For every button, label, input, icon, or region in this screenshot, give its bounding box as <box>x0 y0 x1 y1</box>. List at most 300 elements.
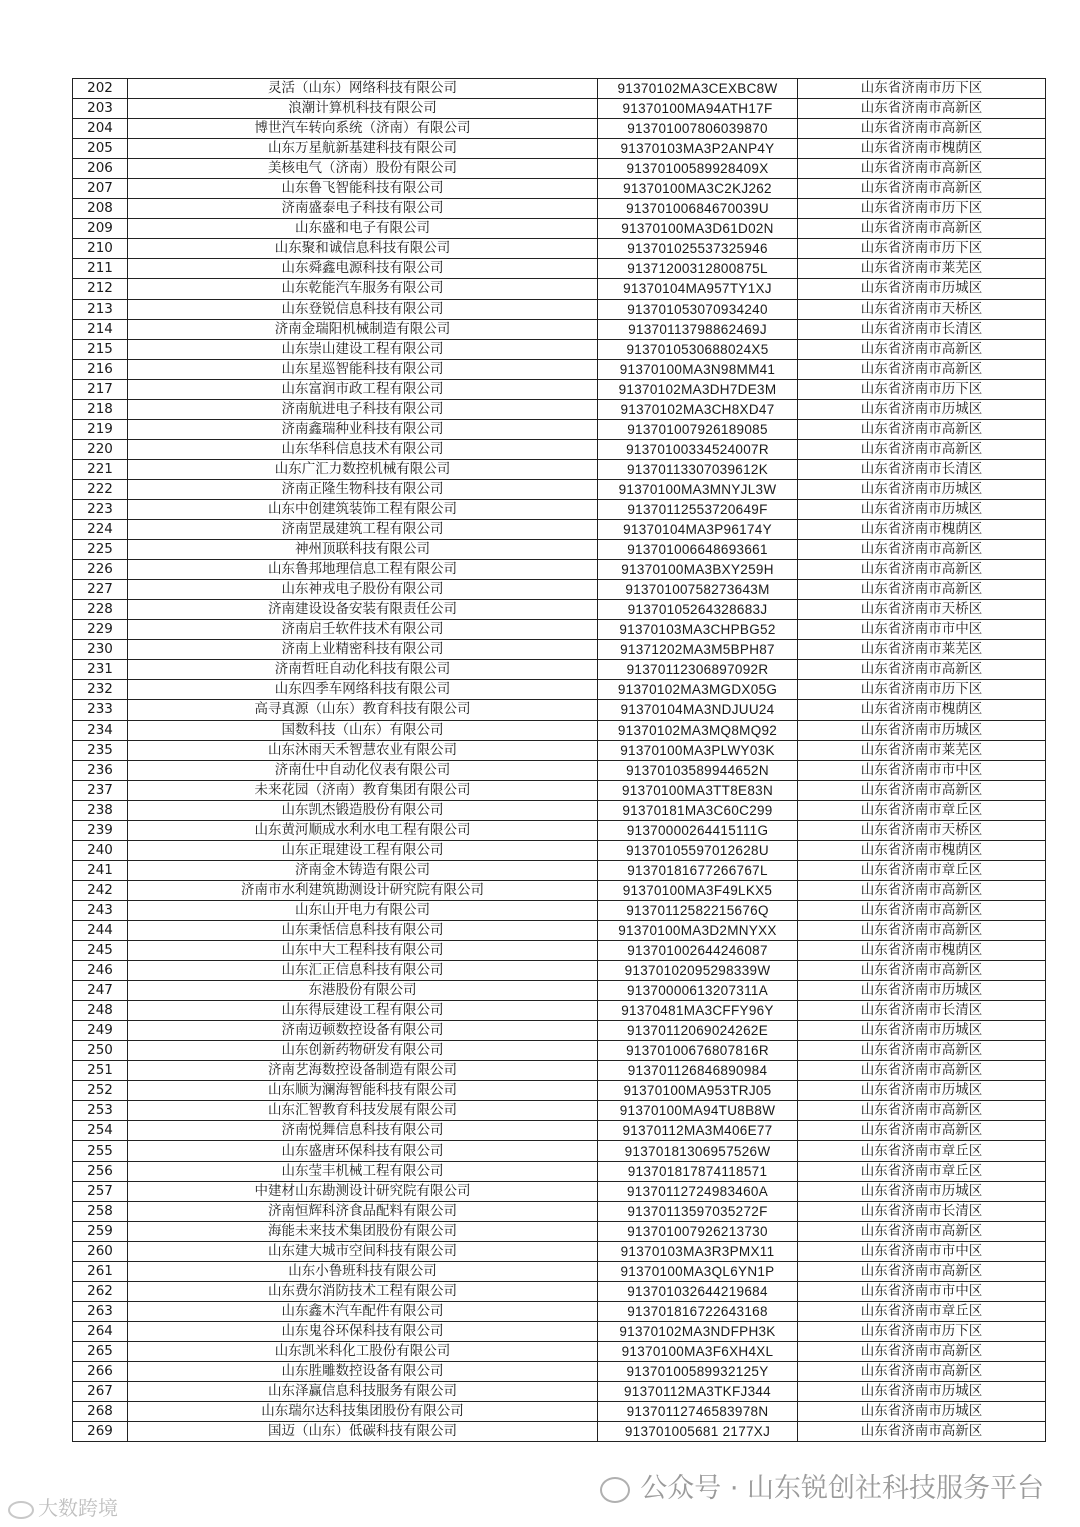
region: 山东省济南市高新区 <box>798 1341 1046 1361</box>
row-number: 208 <box>73 199 128 219</box>
region: 山东省济南市高新区 <box>798 660 1046 680</box>
table-row <box>73 159 1046 179</box>
row-number: 226 <box>73 560 128 580</box>
row-number: 244 <box>73 920 128 940</box>
company-name: 山东费尔消防技术工程有限公司 <box>128 1281 598 1301</box>
company-name: 济南航进电子科技有限公司 <box>128 399 598 419</box>
table-row <box>73 1201 1046 1221</box>
logo-ring-icon <box>8 1501 34 1519</box>
company-name: 山东登锐信息科技有限公司 <box>128 299 598 319</box>
company-name: 神州顶联科技有限公司 <box>128 540 598 560</box>
row-number: 265 <box>73 1341 128 1361</box>
company-name: 山东崇山建设工程有限公司 <box>128 339 598 359</box>
row-number: 240 <box>73 840 128 860</box>
company-name: 高寻真源（山东）教育科技有限公司 <box>128 700 598 720</box>
company-name: 济南哲旺自动化科技有限公司 <box>128 660 598 680</box>
table-row <box>73 760 1046 780</box>
credit-code: 91370104MA3NDJUU24 <box>598 700 798 720</box>
region: 山东省济南市槐荫区 <box>798 520 1046 540</box>
company-name: 山东盛唐环保科技有限公司 <box>128 1141 598 1161</box>
credit-code: 91370100MA94ATH17F <box>598 99 798 119</box>
row-number: 242 <box>73 880 128 900</box>
credit-code: 91370113307039612K <box>598 459 798 479</box>
credit-code: 913701002644246087 <box>598 941 798 961</box>
credit-code: 913701007926189085 <box>598 419 798 439</box>
table-row <box>73 900 1046 920</box>
row-number: 236 <box>73 760 128 780</box>
credit-code: 91370112582215676Q <box>598 900 798 920</box>
company-name: 济南迈顿数控设备有限公司 <box>128 1021 598 1041</box>
row-number: 266 <box>73 1362 128 1382</box>
watermark-left <box>8 1492 118 1521</box>
credit-code: 91370100MA3D61D02N <box>598 219 798 239</box>
table-row <box>73 219 1046 239</box>
row-number: 211 <box>73 259 128 279</box>
table-row <box>73 1021 1046 1041</box>
region: 山东省济南市高新区 <box>798 961 1046 981</box>
row-number: 258 <box>73 1201 128 1221</box>
table-row <box>73 840 1046 860</box>
credit-code: 91370112553720649F <box>598 499 798 519</box>
region: 山东省济南市高新区 <box>798 1362 1046 1382</box>
credit-code: 91370112306897092R <box>598 660 798 680</box>
table-row <box>73 1101 1046 1121</box>
region: 山东省济南市高新区 <box>798 900 1046 920</box>
table-row <box>73 179 1046 199</box>
table-row <box>73 860 1046 880</box>
row-number: 269 <box>73 1422 128 1442</box>
company-name: 山东沐雨天禾智慧农业有限公司 <box>128 740 598 760</box>
row-number: 210 <box>73 239 128 259</box>
table-row <box>73 79 1046 99</box>
credit-code: 91370100MA3D2MNYXX <box>598 920 798 940</box>
company-name: 山东聚和诚信息科技有限公司 <box>128 239 598 259</box>
region: 山东省济南市章丘区 <box>798 860 1046 880</box>
credit-code: 91370000264415111G <box>598 820 798 840</box>
company-name: 山东得辰建设工程有限公司 <box>128 1001 598 1021</box>
credit-code: 91370102MA3MQ8MQ92 <box>598 720 798 740</box>
company-name: 山东莹丰机械工程有限公司 <box>128 1161 598 1181</box>
region: 山东省济南市高新区 <box>798 1261 1046 1281</box>
credit-code: 91370102MA3CEXBC8W <box>598 79 798 99</box>
table-row <box>73 239 1046 259</box>
table-row <box>73 419 1046 439</box>
table-row <box>73 981 1046 1001</box>
credit-code: 91370100MA3BXY259H <box>598 560 798 580</box>
region: 山东省济南市莱芜区 <box>798 259 1046 279</box>
region: 山东省济南市天桥区 <box>798 600 1046 620</box>
company-name: 济南艺海数控设备制造有限公司 <box>128 1061 598 1081</box>
region: 山东省济南市历城区 <box>798 479 1046 499</box>
row-number: 229 <box>73 620 128 640</box>
region: 山东省济南市高新区 <box>798 780 1046 800</box>
company-name: 济南恒辉科济食品配料有限公司 <box>128 1201 598 1221</box>
watermark-left-text: 大数跨境 <box>38 1496 118 1520</box>
region: 山东省济南市莱芜区 <box>798 740 1046 760</box>
row-number: 202 <box>73 79 128 99</box>
region: 山东省济南市高新区 <box>798 560 1046 580</box>
region: 山东省济南市市中区 <box>798 1241 1046 1261</box>
company-name: 济南正隆生物科技有限公司 <box>128 479 598 499</box>
row-number: 239 <box>73 820 128 840</box>
company-name: 山东神戎电子股份有限公司 <box>128 580 598 600</box>
table-row <box>73 720 1046 740</box>
table-row <box>73 961 1046 981</box>
row-number: 262 <box>73 1281 128 1301</box>
credit-code: 91370113597035272F <box>598 1201 798 1221</box>
region: 山东省济南市高新区 <box>798 920 1046 940</box>
row-number: 245 <box>73 941 128 961</box>
table-row <box>73 459 1046 479</box>
company-name: 济南鑫瑞种业科技有限公司 <box>128 419 598 439</box>
row-number: 230 <box>73 640 128 660</box>
row-number: 234 <box>73 720 128 740</box>
company-name: 济南悦舞信息科技有限公司 <box>128 1121 598 1141</box>
row-number: 251 <box>73 1061 128 1081</box>
row-number: 205 <box>73 139 128 159</box>
company-name: 未来花园（济南）教育集团有限公司 <box>128 780 598 800</box>
region: 山东省济南市槐荫区 <box>798 700 1046 720</box>
company-name: 山东小鲁班科技有限公司 <box>128 1261 598 1281</box>
row-number: 228 <box>73 600 128 620</box>
table-row <box>73 560 1046 580</box>
credit-code: 91370100MA3N98MM41 <box>598 359 798 379</box>
region: 山东省济南市高新区 <box>798 439 1046 459</box>
table-row <box>73 1362 1046 1382</box>
company-name: 山东鑫木汽车配件有限公司 <box>128 1301 598 1321</box>
region: 山东省济南市高新区 <box>798 339 1046 359</box>
row-number: 224 <box>73 520 128 540</box>
table-row <box>73 1041 1046 1061</box>
row-number: 212 <box>73 279 128 299</box>
row-number: 247 <box>73 981 128 1001</box>
region: 山东省济南市长清区 <box>798 319 1046 339</box>
region: 山东省济南市历下区 <box>798 199 1046 219</box>
table-row <box>73 379 1046 399</box>
footer-watermarks <box>0 1462 1080 1527</box>
row-number: 260 <box>73 1241 128 1261</box>
row-number: 250 <box>73 1041 128 1061</box>
table-row <box>73 1241 1046 1261</box>
table-row <box>73 1261 1046 1281</box>
region: 山东省济南市高新区 <box>798 1121 1046 1141</box>
row-number: 223 <box>73 499 128 519</box>
company-name: 山东中大工程科技有限公司 <box>128 941 598 961</box>
company-name: 济南盛泰电子科技有限公司 <box>128 199 598 219</box>
row-number: 246 <box>73 961 128 981</box>
row-number: 264 <box>73 1321 128 1341</box>
table-row <box>73 1001 1046 1021</box>
table-row <box>73 499 1046 519</box>
credit-code: 91370112MA3TKFJ344 <box>598 1382 798 1402</box>
row-number: 227 <box>73 580 128 600</box>
company-name: 山东顺为澜海智能科技有限公司 <box>128 1081 598 1101</box>
region: 山东省济南市高新区 <box>798 359 1046 379</box>
region: 山东省济南市历下区 <box>798 79 1046 99</box>
company-name: 济南金木铸造有限公司 <box>128 860 598 880</box>
table-row <box>73 139 1046 159</box>
row-number: 218 <box>73 399 128 419</box>
row-number: 213 <box>73 299 128 319</box>
region: 山东省济南市高新区 <box>798 419 1046 439</box>
company-name: 山东华科信息技术有限公司 <box>128 439 598 459</box>
region: 山东省济南市槐荫区 <box>798 941 1046 961</box>
credit-code: 91370102MA3NDFPH3K <box>598 1321 798 1341</box>
row-number: 203 <box>73 99 128 119</box>
company-name: 济南上业精密科技有限公司 <box>128 640 598 660</box>
region: 山东省济南市历城区 <box>798 279 1046 299</box>
region: 山东省济南市市中区 <box>798 620 1046 640</box>
company-table-body <box>73 79 1046 1442</box>
region: 山东省济南市章丘区 <box>798 1141 1046 1161</box>
company-name: 济南仕中自动化仪表有限公司 <box>128 760 598 780</box>
credit-code: 91370100MA3F49LKX5 <box>598 880 798 900</box>
region: 山东省济南市历城区 <box>798 1181 1046 1201</box>
table-row <box>73 319 1046 339</box>
row-number: 261 <box>73 1261 128 1281</box>
table-row <box>73 520 1046 540</box>
company-name: 山东万星航新基建科技有限公司 <box>128 139 598 159</box>
company-name: 山东鬼谷环保科技有限公司 <box>128 1321 598 1341</box>
row-number: 233 <box>73 700 128 720</box>
credit-code: 91370112746583978N <box>598 1402 798 1422</box>
credit-code: 913701007806039870 <box>598 119 798 139</box>
table-row <box>73 540 1046 560</box>
table-row <box>73 1281 1046 1301</box>
table-row <box>73 1121 1046 1141</box>
credit-code: 9137010530688024X5 <box>598 339 798 359</box>
row-number: 248 <box>73 1001 128 1021</box>
region: 山东省济南市高新区 <box>798 1422 1046 1442</box>
region: 山东省济南市历城区 <box>798 1081 1046 1101</box>
credit-code: 91370102095298339W <box>598 961 798 981</box>
credit-code: 91370104MA957TY1XJ <box>598 279 798 299</box>
region: 山东省济南市章丘区 <box>798 1161 1046 1181</box>
region: 山东省济南市市中区 <box>798 1281 1046 1301</box>
credit-code: 91370102MA3CH8XD47 <box>598 399 798 419</box>
company-name: 济南启壬软件技术有限公司 <box>128 620 598 640</box>
credit-code: 91370102MA3DH7DE3M <box>598 379 798 399</box>
row-number: 214 <box>73 319 128 339</box>
row-number: 219 <box>73 419 128 439</box>
row-number: 206 <box>73 159 128 179</box>
company-name: 山东汇正信息科技有限公司 <box>128 961 598 981</box>
credit-code: 91370100589932125Y <box>598 1362 798 1382</box>
region: 山东省济南市历下区 <box>798 239 1046 259</box>
credit-code: 91370100MA953TRJ05 <box>598 1081 798 1101</box>
table-row <box>73 1181 1046 1201</box>
row-number: 241 <box>73 860 128 880</box>
company-name: 博世汽车转向系统（济南）有限公司 <box>128 119 598 139</box>
region: 山东省济南市高新区 <box>798 119 1046 139</box>
table-row <box>73 660 1046 680</box>
region: 山东省济南市历下区 <box>798 379 1046 399</box>
region: 山东省济南市天桥区 <box>798 820 1046 840</box>
table-row <box>73 259 1046 279</box>
row-number: 252 <box>73 1081 128 1101</box>
credit-code: 91370112MA3M406E77 <box>598 1121 798 1141</box>
table-row <box>73 399 1046 419</box>
credit-code: 91370103MA3CHPBG52 <box>598 620 798 640</box>
row-number: 220 <box>73 439 128 459</box>
table-row <box>73 820 1046 840</box>
region: 山东省济南市历城区 <box>798 1021 1046 1041</box>
credit-code: 91371200312800875L <box>598 259 798 279</box>
company-name: 山东凯杰锻造股份有限公司 <box>128 800 598 820</box>
table-row <box>73 580 1046 600</box>
credit-code: 91370113798862469J <box>598 319 798 339</box>
table-row <box>73 1301 1046 1321</box>
credit-code: 913701006648693661 <box>598 540 798 560</box>
row-number: 207 <box>73 179 128 199</box>
row-number: 235 <box>73 740 128 760</box>
company-name: 山东鲁邦地理信息工程有限公司 <box>128 560 598 580</box>
table-row <box>73 1141 1046 1161</box>
table-row <box>73 600 1046 620</box>
table-row <box>73 299 1046 319</box>
table-row <box>73 800 1046 820</box>
table-row <box>73 620 1046 640</box>
credit-code: 91370100MA94TU8B8W <box>598 1101 798 1121</box>
credit-code: 91370181306957526W <box>598 1141 798 1161</box>
row-number: 254 <box>73 1121 128 1141</box>
company-name: 美核电气（济南）股份有限公司 <box>128 159 598 179</box>
region: 山东省济南市历下区 <box>798 1321 1046 1341</box>
watermark-right <box>600 1466 1044 1505</box>
region: 山东省济南市高新区 <box>798 1041 1046 1061</box>
table-row <box>73 199 1046 219</box>
credit-code: 91370105264328683J <box>598 600 798 620</box>
company-name: 山东富润市政工程有限公司 <box>128 379 598 399</box>
credit-code: 91370104MA3P96174Y <box>598 520 798 540</box>
company-name: 浪潮计算机科技有限公司 <box>128 99 598 119</box>
credit-code: 91371202MA3M5BPH87 <box>598 640 798 660</box>
table-row <box>73 1422 1046 1442</box>
credit-code: 913701007926213730 <box>598 1221 798 1241</box>
region: 山东省济南市高新区 <box>798 219 1046 239</box>
region: 山东省济南市高新区 <box>798 99 1046 119</box>
region: 山东省济南市槐荫区 <box>798 139 1046 159</box>
table-row <box>73 640 1046 660</box>
row-number: 217 <box>73 379 128 399</box>
table-row <box>73 479 1046 499</box>
table-row <box>73 119 1046 139</box>
row-number: 232 <box>73 680 128 700</box>
region: 山东省济南市高新区 <box>798 1221 1046 1241</box>
table-row <box>73 1081 1046 1101</box>
company-name: 山东瑞尔达科技集团股份有限公司 <box>128 1402 598 1422</box>
credit-code: 91370103589944652N <box>598 760 798 780</box>
region: 山东省济南市历城区 <box>798 720 1046 740</box>
region: 山东省济南市高新区 <box>798 1101 1046 1121</box>
company-name: 济南建设设备安装有限责任公司 <box>128 600 598 620</box>
company-name: 山东建大城市空间科技有限公司 <box>128 1241 598 1261</box>
credit-code: 91370100MA3MNYJL3W <box>598 479 798 499</box>
row-number: 267 <box>73 1382 128 1402</box>
credit-code: 91370181677266767L <box>598 860 798 880</box>
table-row <box>73 1402 1046 1422</box>
region: 山东省济南市章丘区 <box>798 1301 1046 1321</box>
company-name: 山东正琨建设工程有限公司 <box>128 840 598 860</box>
company-name: 山东创新药物研发有限公司 <box>128 1041 598 1061</box>
credit-code: 91370112724983460A <box>598 1181 798 1201</box>
table-row <box>73 1341 1046 1361</box>
credit-code: 91370100676807816R <box>598 1041 798 1061</box>
table-row <box>73 1382 1046 1402</box>
row-number: 249 <box>73 1021 128 1041</box>
region: 山东省济南市长清区 <box>798 1201 1046 1221</box>
row-number: 215 <box>73 339 128 359</box>
table-row <box>73 880 1046 900</box>
row-number: 222 <box>73 479 128 499</box>
region: 山东省济南市市中区 <box>798 760 1046 780</box>
credit-code: 91370100589928409X <box>598 159 798 179</box>
row-number: 268 <box>73 1402 128 1422</box>
row-number: 259 <box>73 1221 128 1241</box>
region: 山东省济南市历城区 <box>798 1402 1046 1422</box>
company-name: 山东星巡智能科技有限公司 <box>128 359 598 379</box>
company-name: 山东广汇力数控机械有限公司 <box>128 459 598 479</box>
table-row <box>73 1321 1046 1341</box>
company-name: 济南市水利建筑勘测设计研究院有限公司 <box>128 880 598 900</box>
row-number: 204 <box>73 119 128 139</box>
company-table <box>72 78 1046 1442</box>
region: 山东省济南市高新区 <box>798 880 1046 900</box>
row-number: 255 <box>73 1141 128 1161</box>
company-name: 山东乾能汽车服务有限公司 <box>128 279 598 299</box>
company-name: 国数科技（山东）有限公司 <box>128 720 598 740</box>
table-row <box>73 1061 1046 1081</box>
region: 山东省济南市高新区 <box>798 540 1046 560</box>
region: 山东省济南市历城区 <box>798 1382 1046 1402</box>
credit-code: 91370181MA3C60C299 <box>598 800 798 820</box>
row-number: 221 <box>73 459 128 479</box>
watermark-prefix: 公众号 · <box>640 1473 747 1504</box>
region: 山东省济南市天桥区 <box>798 299 1046 319</box>
credit-code: 91370103MA3P2ANP4Y <box>598 139 798 159</box>
row-number: 231 <box>73 660 128 680</box>
credit-code: 91370102MA3MGDX05G <box>598 680 798 700</box>
region: 山东省济南市历下区 <box>798 680 1046 700</box>
credit-code: 91370105597012628U <box>598 840 798 860</box>
row-number: 225 <box>73 540 128 560</box>
company-name: 山东胜雕数控设备有限公司 <box>128 1362 598 1382</box>
company-name: 济南罡晟建筑工程有限公司 <box>128 520 598 540</box>
row-number: 243 <box>73 900 128 920</box>
credit-code: 91370100MA3F6XH4XL <box>598 1341 798 1361</box>
company-name: 山东凯米科化工股份有限公司 <box>128 1341 598 1361</box>
company-name: 山东盛和电子有限公司 <box>128 219 598 239</box>
company-name: 山东秉恬信息科技有限公司 <box>128 920 598 940</box>
row-number: 216 <box>73 359 128 379</box>
company-name: 山东鲁飞智能科技有限公司 <box>128 179 598 199</box>
credit-code: 913701032644219684 <box>598 1281 798 1301</box>
row-number: 237 <box>73 780 128 800</box>
credit-code: 91370100684670039U <box>598 199 798 219</box>
region: 山东省济南市历城区 <box>798 981 1046 1001</box>
region: 山东省济南市高新区 <box>798 1061 1046 1081</box>
table-row <box>73 920 1046 940</box>
table-row <box>73 1221 1046 1241</box>
credit-code: 913701053070934240 <box>598 299 798 319</box>
region: 山东省济南市历城区 <box>798 399 1046 419</box>
credit-code: 91370100MA3C2KJ262 <box>598 179 798 199</box>
credit-code: 91370103MA3R3PMX11 <box>598 1241 798 1261</box>
row-number: 253 <box>73 1101 128 1121</box>
company-name: 济南金瑞阳机械制造有限公司 <box>128 319 598 339</box>
credit-code: 91370100758273643M <box>598 580 798 600</box>
table-row <box>73 279 1046 299</box>
